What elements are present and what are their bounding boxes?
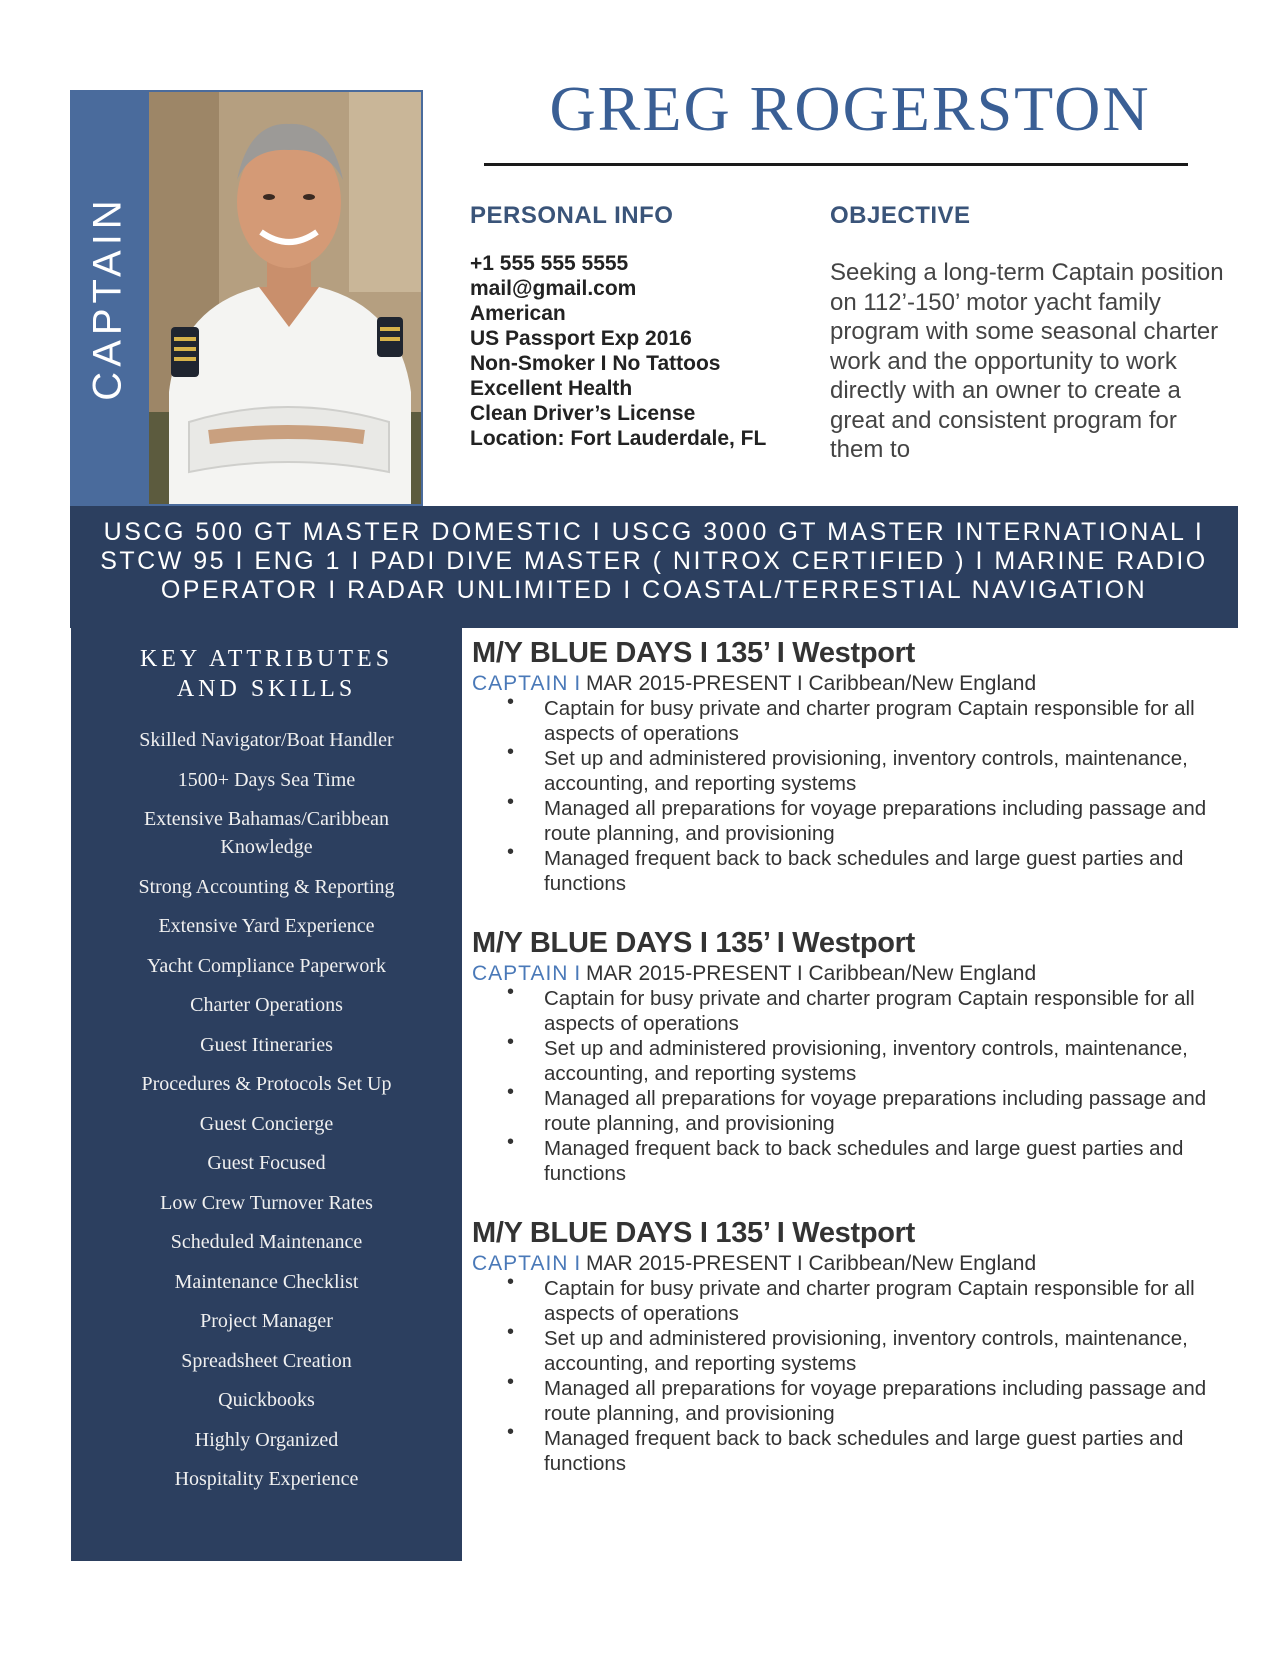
job-entry [472,1216,1242,1506]
job-dates-location: MAR 2015-PRESENT I Caribbean/New England [586,1252,1037,1275]
skill-item: Spreadsheet Creation [181,1349,352,1372]
skill-item: Extensive Yard Experience [158,915,375,937]
personal-info-heading: PERSONAL INFO [470,202,674,229]
skill-item: Highly Organized [194,1428,339,1451]
job-dates-location: MAR 2015-PRESENT I Caribbean/New England [586,962,1037,985]
skills-list [71,726,462,1505]
personal-info-list [470,251,766,451]
job-meta [472,672,1242,696]
job-role: CAPTAIN [472,962,569,985]
smoker-text: Non-Smoker I No Tattoos [470,352,721,375]
name-divider [484,163,1188,166]
skill-item: Guest Concierge [199,1112,334,1135]
skills-title [71,644,462,704]
experience-section [472,636,1242,1506]
skill-item: Hospitality Experience [174,1468,359,1490]
skill-item: Extensive Bahamas/Caribbean Knowledge [144,808,389,858]
license-text: Clean Driver’s License [470,402,696,425]
candidate-name: GREG ROGERSTON [549,73,1151,144]
job-role: CAPTAIN [472,1252,569,1275]
skill-item: Scheduled Maintenance [170,1231,363,1253]
health-text: Excellent Health [470,377,633,400]
job-bullets [472,696,1242,896]
job-meta [472,962,1242,986]
objective-text: Seeking a long-term Captain position on 112’-150’ motor yacht family program with some seasonal charter work and the opportunity to work directly with an owner to create a great and consistent program for them to [830,259,1224,463]
job-bullet: • Captain for busy private and charter program Captain responsible for all aspects of operations [544,986,1242,1036]
email-text: mail@gmail.com [470,277,637,300]
job-entry [472,926,1242,1216]
passport-text: US Passport Exp 2016 [470,327,692,350]
phone-text: +1 555 555 5555 [470,252,629,275]
skill-item: Skilled Navigator/Boat Handler [139,729,394,751]
location-text: Location: Fort Lauderdale, FL [470,427,767,450]
job-bullet: • Managed frequent back to back schedules and large guest parties and functions [544,846,1242,896]
job-title: M/Y BLUE DAYS I 135’ I Westport [472,1217,916,1249]
profile-photo [147,90,423,506]
job-separator: I [574,1252,581,1275]
job-title: M/Y BLUE DAYS I 135’ I Westport [472,927,916,959]
job-bullet: • Set up and administered provisioning, inventory controls, maintenance, accounting, and reporting systems [544,1326,1242,1376]
role-label: CAPTAIN [85,195,130,401]
skill-item: Low Crew Turnover Rates [160,1191,373,1214]
job-bullet: • Managed frequent back to back schedules and large guest parties and functions [544,1426,1242,1476]
skill-item: Yacht Compliance Paperwork [146,954,387,977]
job-separator: I [574,962,581,985]
job-bullet: • Captain for busy private and charter program Captain responsible for all aspects of operations [544,1276,1242,1326]
credentials-banner: USCG 500 GT MASTER DOMESTIC I USCG 3000 GT MASTER INTERNATIONAL I STCW 95 I ENG 1 I PADI DIVE MASTER ( NITROX CERTIFIED ) I MARINE RADIO OPERATOR I RADAR UNLIMITED I COASTAL/TERRESTIAL NAVIGATION [70,506,1238,628]
skill-item: Strong Accounting & Reporting [138,875,395,898]
nationality-text: American [470,302,566,325]
objective-heading: OBJECTIVE [830,202,971,229]
skills-column [71,628,462,1561]
skill-item: Charter Operations [190,994,343,1016]
job-bullets [472,986,1242,1186]
job-meta [472,1252,1242,1276]
skill-item: Procedures & Protocols Set Up [141,1073,392,1095]
job-dates-location: MAR 2015-PRESENT I Caribbean/New England [586,672,1037,695]
skill-item: Maintenance Checklist [174,1270,359,1293]
job-bullet: • Managed all preparations for voyage preparations including passage and route planning, and provisioning [544,796,1242,846]
skill-item: 1500+ Days Sea Time [177,768,356,791]
skill-item: Quickbooks [218,1389,315,1411]
job-bullet: • Captain for busy private and charter program Captain responsible for all aspects of operations [544,696,1242,746]
job-role: CAPTAIN [472,672,569,695]
skills-title-line2: AND SKILLS [176,676,357,702]
job-separator: I [574,672,581,695]
skill-item: Guest Itineraries [200,1033,333,1056]
job-bullet: • Managed all preparations for voyage preparations including passage and route planning, and provisioning [544,1376,1242,1426]
job-title: M/Y BLUE DAYS I 135’ I Westport [472,637,916,669]
job-bullet: • Managed all preparations for voyage preparations including passage and route planning, and provisioning [544,1086,1242,1136]
job-bullet: • Set up and administered provisioning, inventory controls, maintenance, accounting, and reporting systems [544,1036,1242,1086]
skill-item: Project Manager [200,1310,333,1332]
skill-item: Guest Focused [207,1152,326,1174]
skills-title-line1: KEY ATTRIBUTES [139,646,394,672]
job-bullet: • Managed frequent back to back schedules and large guest parties and functions [544,1136,1242,1186]
job-entry [472,636,1242,926]
job-bullet: • Set up and administered provisioning, inventory controls, maintenance, accounting, and reporting systems [544,746,1242,796]
job-bullets [472,1276,1242,1476]
